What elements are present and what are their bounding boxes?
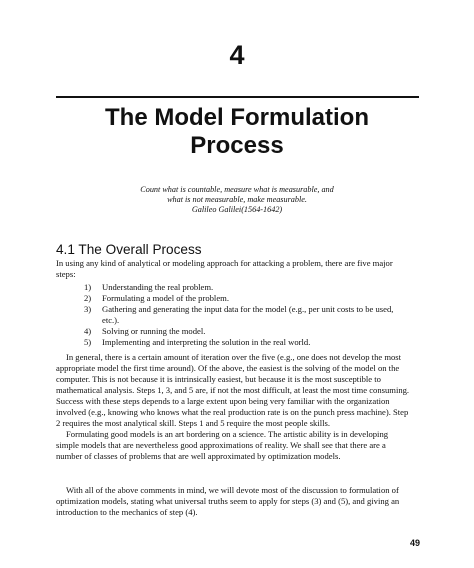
text-line: involved (e.g., knowing who knows what the real production rate is on the punch press machine). Step <box>56 407 409 417</box>
text-line: Success with these steps depends to a large extent upon being very familiar with the organization <box>56 396 390 406</box>
list-item-text <box>102 326 205 337</box>
text-line: number of classes of problems that are well approximated by optimization models. <box>56 451 341 461</box>
text-line: optimization models, stating what universal truths seem to apply for steps (3) and (5), and giving an <box>56 496 400 506</box>
list-item <box>84 293 414 304</box>
epigraph-attribution: Galileo Galilei(1564-1642) <box>191 205 283 214</box>
text-line: In using any kind of analytical or modeling approach for attacking a problem, there are five major <box>56 258 393 268</box>
list-item-number: 5) <box>84 337 92 347</box>
list-item-text <box>102 293 229 304</box>
epigraph-line: what is not measurable, make measurable. <box>167 195 307 204</box>
list-item-number: 3) <box>84 304 92 314</box>
list-item-number: 1) <box>84 282 92 292</box>
text-line: Formulating a model of the problem. <box>102 293 229 303</box>
epigraph <box>100 185 374 215</box>
text-line: introduction to the mechanics of step (4). <box>56 507 198 517</box>
chapter-number: 4 <box>229 40 245 70</box>
text-line: With all of the above comments in mind, we will devote most of the discussion to formulation of <box>66 485 399 495</box>
body-paragraph <box>56 352 422 462</box>
text-line: appropriate model the first time around). Of the above, the easiest is the solving of the model on the <box>56 363 400 373</box>
text-line: Implementing and interpreting the solution in the real world. <box>102 337 311 347</box>
text-line: Gathering and generating the input data for the model (e.g., per unit costs to be used, <box>102 304 394 314</box>
chapter-title-line: The Model Formulation <box>105 104 369 131</box>
text-line: Formulating good models is an art bordering on a science. The artistic ability is in developing <box>66 429 389 439</box>
text-line: Understanding the real problem. <box>102 282 214 292</box>
chapter-title-line: Process <box>190 132 284 159</box>
list-item <box>84 326 414 337</box>
section-heading: 4.1 The Overall Process <box>56 242 202 257</box>
chapter-title <box>40 104 434 160</box>
text-line: computer. This is not because it is intrinsically easiest, but because it is the most susceptible to <box>56 374 381 384</box>
text-line: 2 requires the most analytical skill. Steps 1 and 5 require the most people skills. <box>56 418 330 428</box>
list-item-text <box>102 282 213 293</box>
page-number: 49 <box>410 538 421 548</box>
chapter-divider <box>56 96 419 98</box>
intro-paragraph <box>56 258 422 280</box>
steps-list <box>84 282 414 348</box>
text-line: Solving or running the model. <box>102 326 206 336</box>
text-line: steps: <box>56 269 76 279</box>
text-line: simple models that are nevertheless good approximations of reality. We shall see that there are a <box>56 440 386 450</box>
list-item-number: 2) <box>84 293 92 303</box>
list-item-text <box>102 304 393 326</box>
list-item-text <box>102 337 310 348</box>
list-item <box>84 304 414 326</box>
body-paragraph <box>56 485 422 518</box>
list-item <box>84 282 414 293</box>
text-line: mathematical analysis. Steps 1, 3, and 5 are, if not the most difficult, at least the most time consuming. <box>56 385 410 395</box>
epigraph-line: Count what is countable, measure what is measurable, and <box>140 185 334 194</box>
list-item-number: 4) <box>84 326 92 336</box>
text-line: etc.). <box>102 315 120 325</box>
text-line: In general, there is a certain amount of iteration over the five (e.g., one does not develop the most <box>66 352 402 362</box>
list-item <box>84 337 414 348</box>
